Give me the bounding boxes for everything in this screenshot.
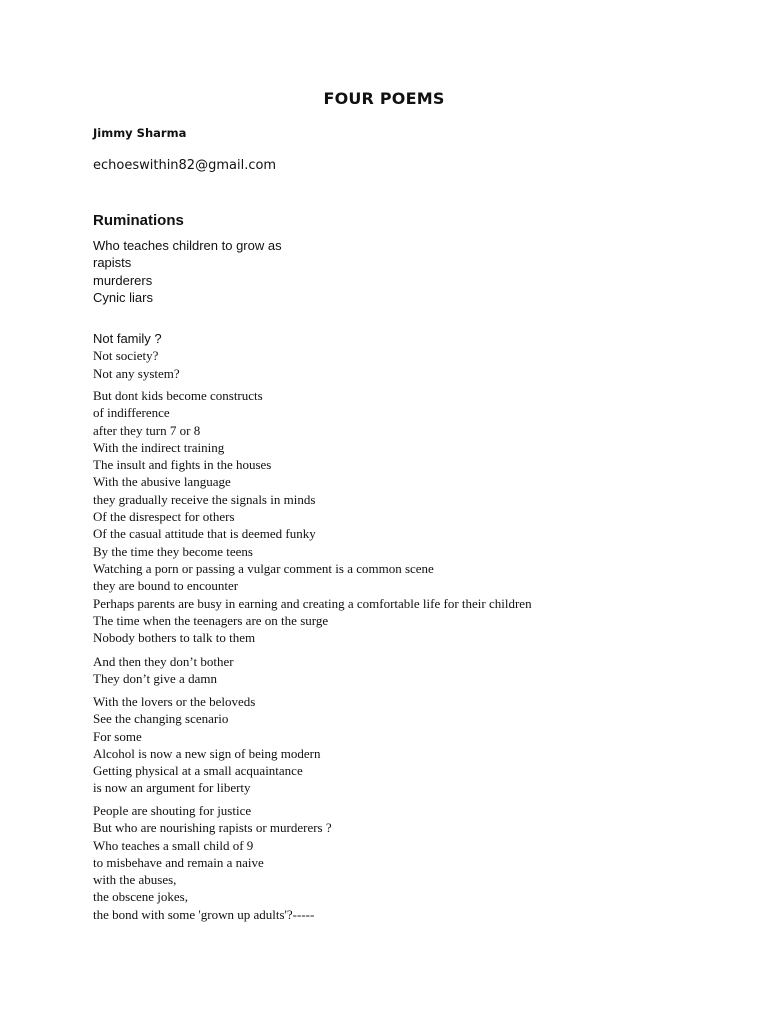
poem-line: With the indirect training — [93, 439, 225, 455]
poem-line: With the abusive language — [93, 474, 231, 490]
poem-line: with the abuses, — [93, 872, 177, 888]
poem-line: the bond with some 'grown up adults'?----- — [93, 906, 315, 922]
stanza-2 — [93, 330, 180, 382]
author-name: Jimmy Sharma — [93, 126, 187, 140]
poem-line: Not any system? — [93, 365, 180, 381]
stanza-6 — [93, 802, 332, 923]
poem-line: rapists — [93, 255, 132, 271]
poem-line: Who teaches children to grow as — [93, 238, 282, 253]
poem-line: to misbehave and remain a naive — [93, 854, 264, 870]
poem-line: murderers — [93, 272, 153, 288]
poem-line: Nobody bothers to talk to them — [93, 630, 256, 646]
poem-line: of indifference — [93, 405, 170, 421]
poem-line: But dont kids become constructs — [93, 388, 263, 403]
poem-line: Alcohol is now a new sign of being modern — [93, 745, 321, 761]
stanza-4 — [93, 653, 234, 688]
poem-line: People are shouting for justice — [93, 803, 252, 818]
poem-line: And then they don’t bother — [93, 654, 234, 669]
stanza-5 — [93, 693, 320, 797]
poem-line: But who are nourishing rapists or murderers ? — [93, 820, 332, 836]
poem-line: See the changing scenario — [93, 711, 229, 727]
poem-line: Of the disrespect for others — [93, 509, 235, 525]
poem-title: Ruminations — [93, 212, 184, 229]
poem-line: The insult and fights in the houses — [93, 457, 272, 473]
poem-line: Who teaches a small child of 9 — [93, 837, 254, 853]
poem-line: By the time they become teens — [93, 543, 253, 559]
poem-line: they are bound to encounter — [93, 578, 239, 594]
poem-line: With the lovers or the beloveds — [93, 694, 256, 709]
poem-line: Of the casual attitude that is deemed funky — [93, 526, 316, 542]
poem-line: Perhaps parents are busy in earning and creating a comfortable life for their children — [93, 595, 532, 611]
stanza-3 — [93, 387, 532, 646]
author-email: echoeswithin82@gmail.com — [93, 158, 277, 173]
poem-line: For some — [93, 728, 142, 744]
document-title: FOUR POEMS — [323, 89, 445, 108]
poem-line: Watching a porn or passing a vulgar comment is a common scene — [93, 560, 434, 576]
poem-line: They don’t give a damn — [93, 671, 217, 687]
poem-line: they gradually receive the signals in minds — [93, 491, 316, 507]
poem-line: Getting physical at a small acquaintance — [93, 763, 303, 779]
poem-line: after they turn 7 or 8 — [93, 422, 201, 438]
poem-line: Cynic liars — [93, 289, 153, 305]
stanza-1 — [93, 237, 282, 306]
poem-line: Not society? — [93, 348, 159, 364]
poem-line: The time when the teenagers are on the surge — [93, 612, 329, 628]
poem-line: Not family ? — [93, 331, 162, 346]
poem-line: is now an argument for liberty — [93, 780, 251, 796]
poem-line: the obscene jokes, — [93, 889, 188, 905]
